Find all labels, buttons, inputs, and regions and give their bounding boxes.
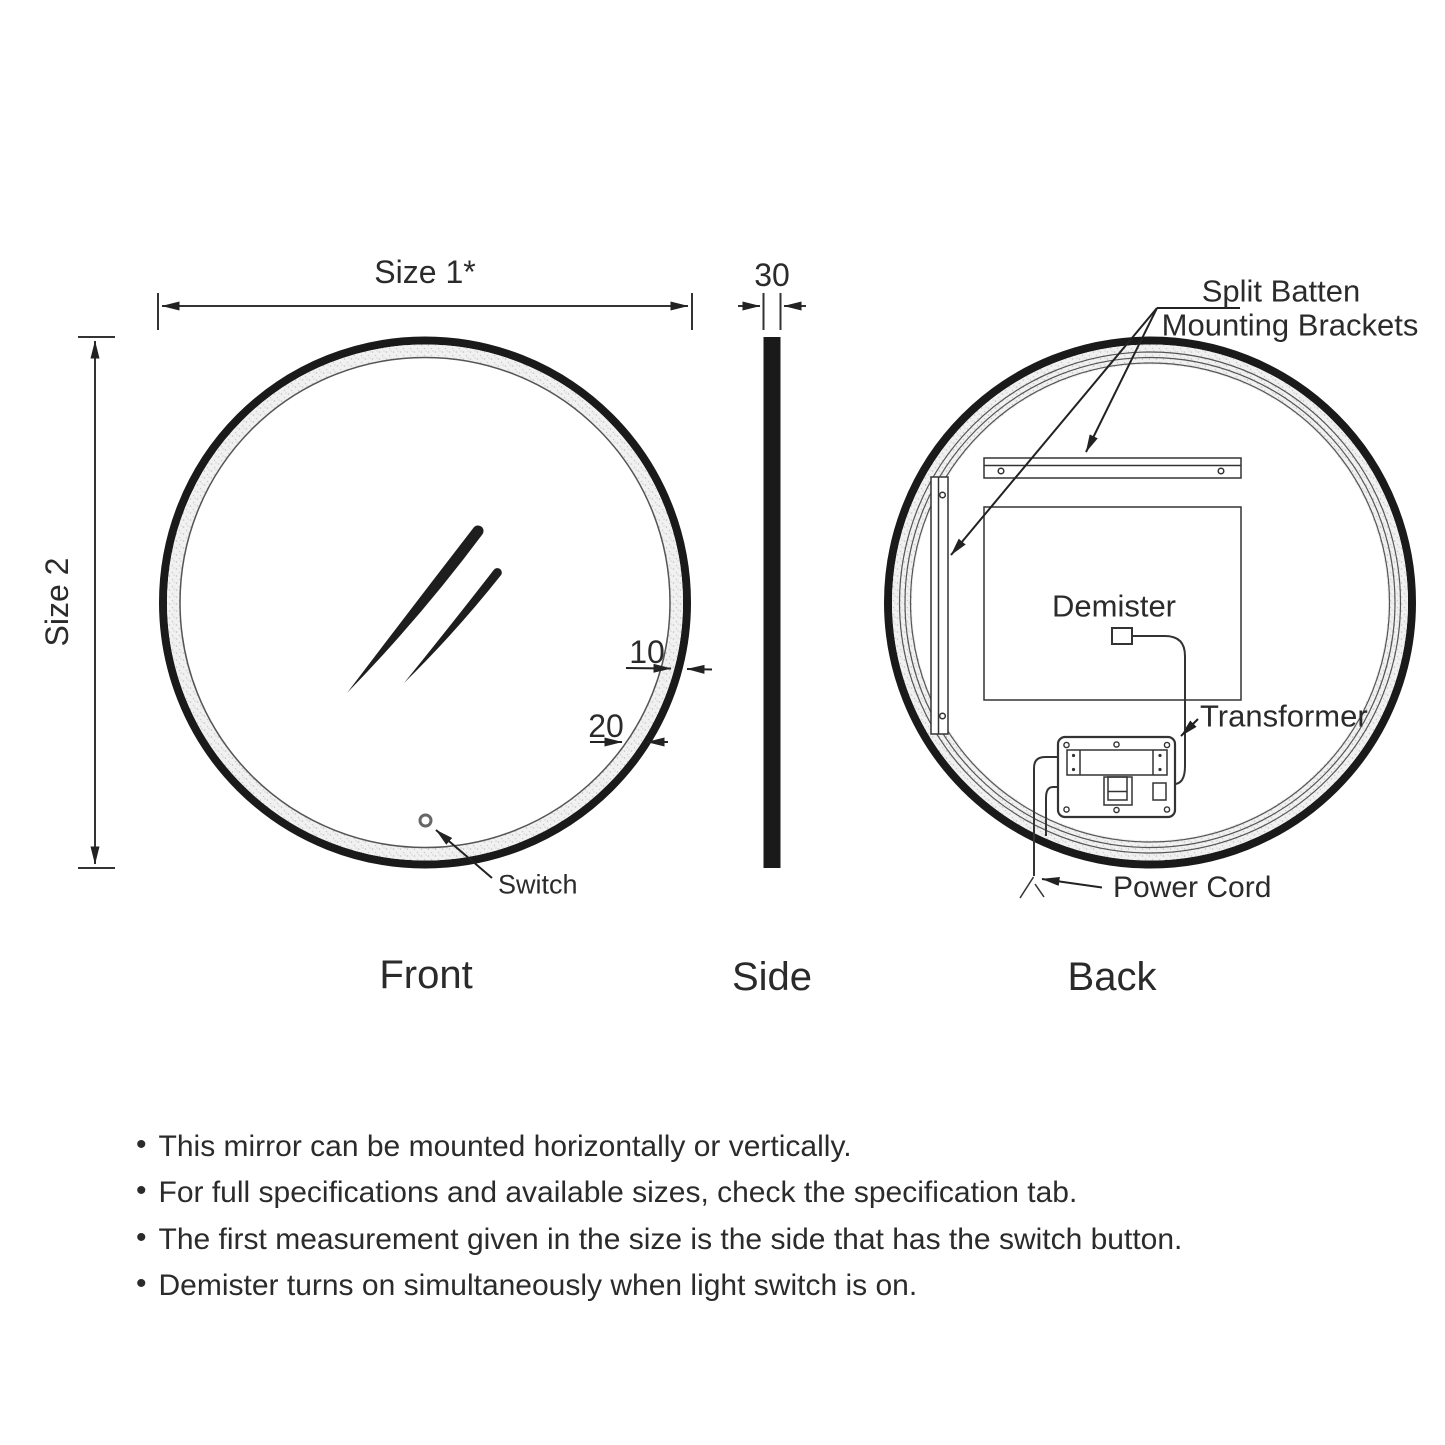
transformer-box — [1058, 737, 1175, 817]
front-view-drawing — [78, 293, 712, 878]
touch-switch-dot — [420, 815, 431, 826]
note-line — [136, 1130, 852, 1164]
mounting-bracket-vertical — [931, 477, 948, 734]
note-line — [136, 1176, 1077, 1210]
demister-label: Demister — [1051, 588, 1177, 624]
front-height-dimension — [78, 337, 115, 868]
note-bullet: • — [136, 1128, 147, 1161]
front-height-dim-label: Size 2 — [39, 557, 75, 647]
front-view-label: Front — [379, 953, 473, 997]
side-profile-bar — [764, 337, 781, 868]
bracket-label-line1: Split Batten — [1201, 273, 1361, 309]
cord-strain-relief — [1035, 884, 1044, 897]
front-width-dimension — [158, 293, 692, 330]
glass-shine-mark-short — [404, 568, 502, 683]
note-text: For full specifications and available sizes, check the specification tab. — [158, 1176, 1078, 1209]
back-view-label: Back — [1067, 955, 1157, 999]
bracket-label-line2: Mounting Brackets — [1161, 307, 1419, 343]
note-line — [136, 1223, 1182, 1257]
note-bullet: • — [136, 1174, 147, 1207]
power-cord-leader-arrow — [1042, 879, 1102, 888]
led-band-label: 20 — [588, 708, 624, 744]
note-line — [136, 1269, 917, 1303]
power-cord-label: Power Cord — [1113, 871, 1272, 904]
demister-connector — [1112, 628, 1132, 644]
note-bullet: • — [136, 1221, 147, 1254]
front-width-dim-label: Size 1* — [374, 254, 476, 290]
transformer-leader-arrow — [1181, 719, 1198, 736]
transformer-label: Transformer — [1200, 698, 1368, 734]
side-view-drawing — [738, 293, 806, 868]
frame-thickness-label: 10 — [629, 634, 665, 670]
note-text: The first measurement given in the size is the side that has the switch button. — [158, 1223, 1183, 1256]
side-depth-dim-label: 30 — [754, 257, 790, 293]
switch-label: Switch — [498, 869, 578, 900]
side-view-label: Side — [731, 955, 813, 999]
note-text: Demister turns on simultaneously when light switch is on. — [158, 1269, 918, 1302]
cord-strain-relief — [1020, 877, 1034, 898]
note-bullet: • — [136, 1267, 147, 1300]
note-text: This mirror can be mounted horizontally or vertically. — [158, 1130, 852, 1163]
depth-dimension — [738, 293, 806, 330]
